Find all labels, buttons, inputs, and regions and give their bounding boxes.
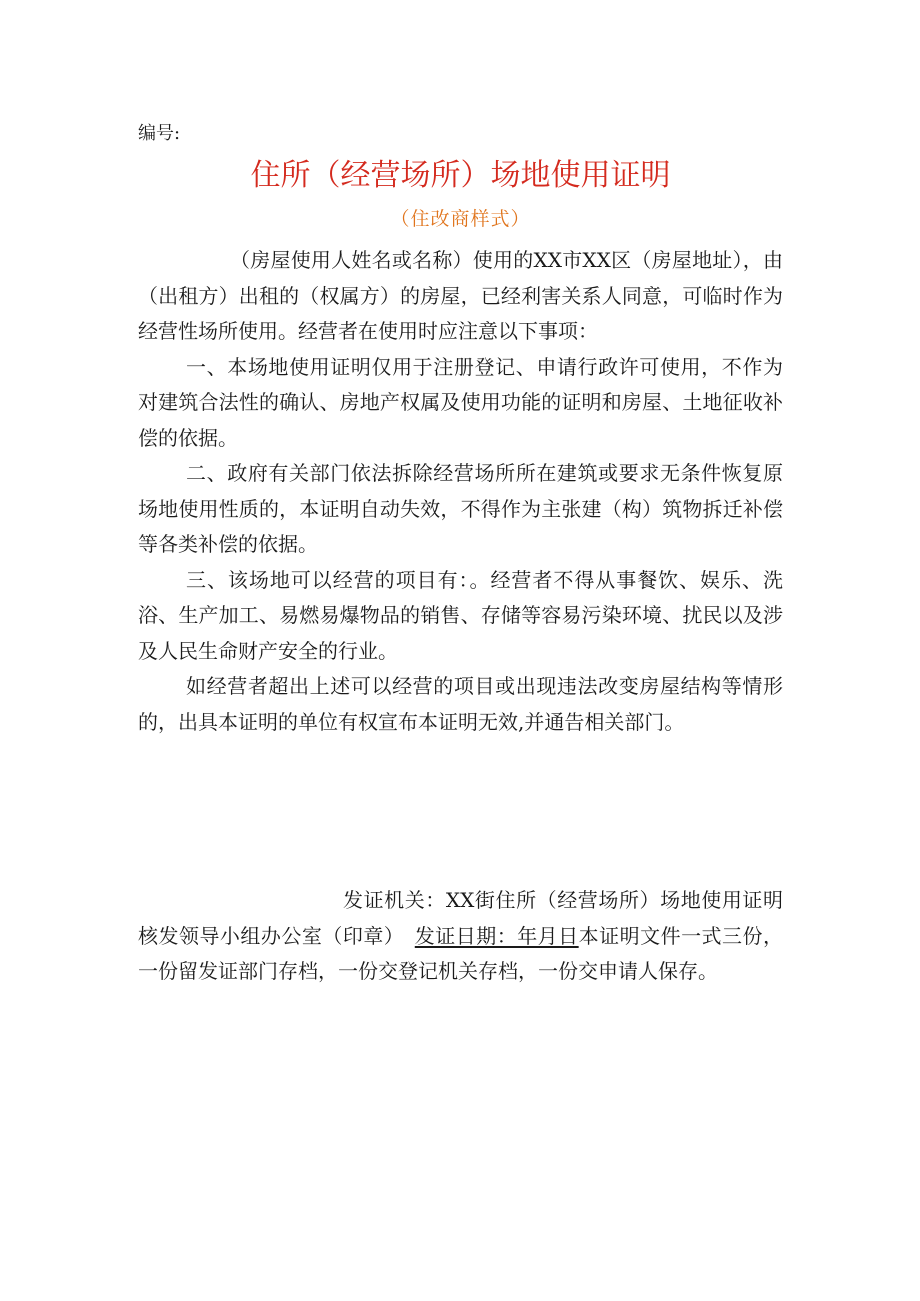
issuing-authority: 发证机关：XX街住所（经营场所）场地使用证明核发领导小组办公室（印章） [138, 888, 783, 948]
document-subtitle: （住改商样式） [390, 208, 531, 230]
clause-three-paragraph: 三、该场地可以经营的项目有：。经营者不得从事餐饮、娱乐、洗浴、生产加工、易燃易爆物品的销售、存储等容易污染环境、扰民以及涉及人民生命财产安全的行业。 [138, 567, 783, 663]
document-title: 住所（经营场所）场地使用证明 [250, 158, 671, 193]
footer-paragraph [138, 883, 783, 990]
issue-date-label: 发证日期：年月日 [414, 923, 579, 948]
serial-number-label: 编号: [138, 123, 181, 144]
copies-note: 本证明文件一式三份，一份留发证部门存档，一份交登记机关存档，一份交申请人保存。 [138, 923, 784, 983]
document-footer [138, 883, 783, 990]
closing-paragraph: 如经营者超出上述可以经营的项目或出现违法改变房屋结构等情形的，出具本证明的单位有权宣布本证明无效,并通告相关部门。 [138, 674, 783, 734]
clause-one-paragraph: 一、本场地使用证明仅用于注册登记、申请行政许可使用，不作为对建筑合法性的确认、房地产权属及使用功能的证明和房屋、土地征收补偿的依据。 [138, 354, 783, 450]
footer-gap [394, 924, 414, 948]
intro-paragraph: （房屋使用人姓名或名称）使用的XX市XX区（房屋地址），由（出租方）出租的（权属方）的房屋，已经利害关系人同意，可临时作为经营性场所使用。经营者在使用时应注意以下事项： [138, 248, 783, 343]
document-body [138, 243, 783, 740]
clause-two-paragraph: 二、政府有关部门依法拆除经营场所所在建筑或要求无条件恢复原场地使用性质的，本证明自动失效，不得作为主张建（构）筑物拆迁补偿等各类补偿的依据。 [138, 461, 783, 556]
